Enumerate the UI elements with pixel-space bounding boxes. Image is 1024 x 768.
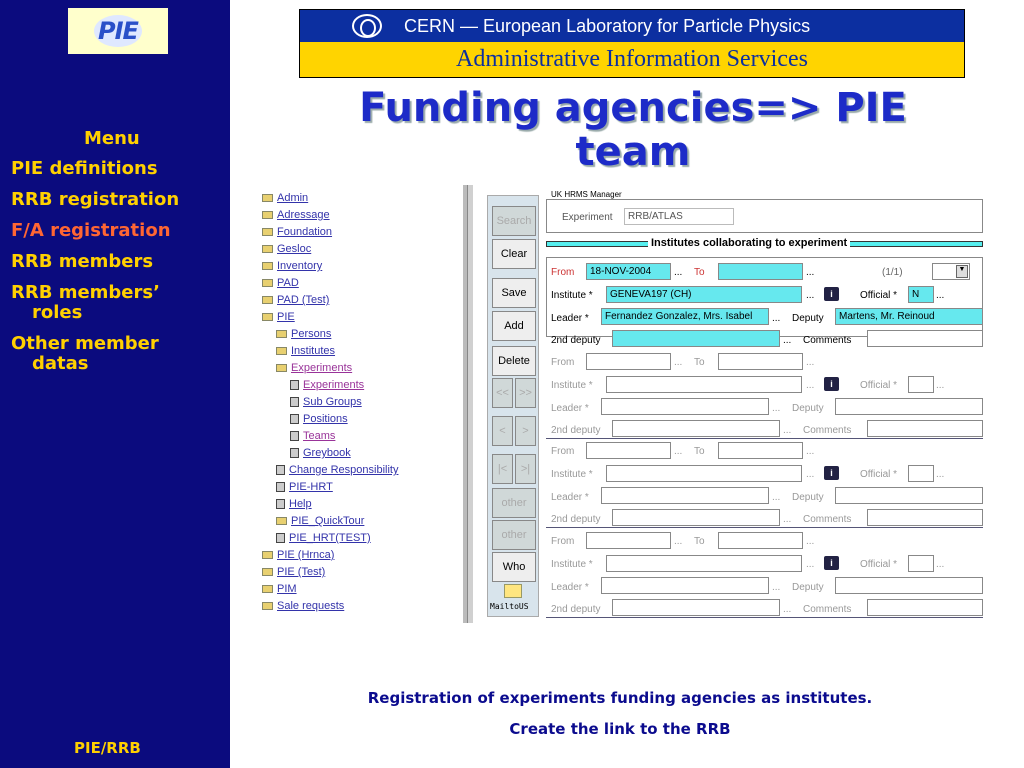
from-label: From (551, 357, 575, 368)
to-label: To (694, 536, 705, 547)
document-icon (276, 482, 285, 492)
comments-label: Comments (803, 425, 852, 436)
tree-item-label: Sale requests (277, 600, 345, 612)
document-icon (290, 448, 299, 458)
record-separator (546, 527, 983, 528)
second-deputy-label: 2nd deputy (551, 604, 601, 615)
banner-top (300, 10, 964, 42)
second-deputy-field[interactable] (612, 420, 780, 437)
cern-logo-icon (352, 14, 382, 38)
folder-icon (262, 245, 273, 253)
tree-item-label: Inventory (277, 260, 323, 272)
comments-field[interactable] (867, 509, 983, 526)
institute-field[interactable] (606, 465, 802, 482)
last-page-button[interactable]: >> (515, 378, 536, 408)
from-lookup[interactable]: ... (674, 536, 683, 547)
official-field[interactable]: N (908, 286, 934, 303)
to-label: To (694, 446, 705, 457)
tree-item[interactable] (262, 192, 308, 204)
who-button[interactable]: Who (492, 552, 536, 582)
from-lookup[interactable]: ... (674, 267, 683, 278)
tree-item-label: Adressage (277, 209, 330, 221)
from-lookup[interactable]: ... (674, 446, 683, 457)
folder-icon (262, 568, 273, 576)
banner-line1: CERN — European Laboratory for Particle Physics (404, 15, 811, 36)
tree-item-label: Experiments (291, 362, 353, 374)
leader-field[interactable]: Fernandez Gonzalez, Mrs. Isabel (601, 308, 769, 325)
leader-field[interactable] (601, 398, 769, 415)
tree-item[interactable] (290, 413, 348, 425)
institute-lookup[interactable]: ... (806, 559, 815, 570)
tree-item[interactable] (276, 345, 335, 357)
second-deputy-label: 2nd deputy (551, 514, 601, 525)
second-deputy-lookup[interactable]: ... (783, 604, 792, 615)
menu-item-rrb-members-roles[interactable] (11, 283, 160, 323)
official-lookup[interactable]: ... (936, 380, 945, 391)
tree-item-label: PIE (Test) (277, 566, 326, 578)
menu-item-label: RRB members (11, 251, 154, 272)
tree-item-label: Foundation (277, 226, 333, 238)
navigation-tree (259, 185, 467, 623)
pie-logo (68, 8, 168, 54)
folder-icon (262, 296, 273, 304)
second-deputy-lookup[interactable]: ... (783, 425, 792, 436)
tree-item-label: Greybook (303, 447, 351, 459)
tree-item-label: Help (289, 498, 312, 510)
tree-item-label: PIE (277, 311, 295, 323)
to-label: To (694, 357, 705, 368)
official-label: Official * (860, 469, 898, 480)
official-field[interactable] (908, 376, 934, 393)
button-toolbar (487, 195, 539, 617)
slide-sidebar (0, 0, 230, 768)
leader-lookup[interactable]: ... (772, 403, 781, 414)
menu-item-rrb-members[interactable] (11, 252, 153, 272)
tree-item-label: PIE_HRT(TEST) (289, 532, 371, 544)
tree-item[interactable] (290, 379, 364, 391)
to-lookup[interactable]: ... (806, 446, 815, 457)
tree-item[interactable] (276, 328, 331, 340)
leader-field[interactable] (601, 487, 769, 504)
banner-line2: Administrative Information Services (300, 42, 964, 77)
from-date-field[interactable] (586, 442, 671, 459)
clear-button[interactable]: Clear (492, 239, 536, 269)
experiment-field[interactable]: RRB/ATLAS (624, 208, 734, 225)
tree-item-label: PIE_QuickTour (291, 515, 365, 527)
tree-item[interactable] (290, 447, 351, 459)
tree-item-label: Admin (277, 192, 309, 204)
folder-icon (262, 211, 273, 219)
leader-lookup[interactable]: ... (772, 582, 781, 593)
second-deputy-lookup[interactable]: ... (783, 514, 792, 525)
to-date-field[interactable] (718, 532, 803, 549)
tree-item[interactable] (262, 311, 295, 323)
official-field[interactable] (908, 465, 934, 482)
tree-item-label: Sub Groups (303, 396, 362, 408)
info-icon[interactable]: i (824, 377, 839, 391)
tree-item-label: PIE-HRT (289, 481, 333, 493)
official-label: Official * (860, 290, 898, 301)
menu-item-pie-definitions[interactable] (11, 159, 158, 179)
caption-line1: Registration of experiments funding agencies as institutes. (367, 689, 873, 707)
record-dropdown[interactable] (932, 263, 970, 280)
tree-item[interactable] (276, 498, 312, 510)
official-label: Official * (860, 380, 898, 391)
tree-item-label: PIM (277, 583, 297, 595)
institute-label: Institute * (551, 559, 593, 570)
menu-item-label: RRB members’ (11, 282, 160, 303)
record-counter: (1/1) (882, 267, 903, 278)
slide-title-line1: Funding agencies=> PIE (359, 85, 907, 131)
save-button[interactable]: Save (492, 278, 536, 308)
institute-lookup[interactable]: ... (806, 469, 815, 480)
institute-lookup[interactable]: ... (806, 290, 815, 301)
folder-icon (262, 313, 273, 321)
tree-item-label: Persons (291, 328, 332, 340)
other-button[interactable]: other (492, 488, 536, 518)
leader-label: Leader * (551, 403, 589, 414)
menu-item-rrb-registration[interactable] (11, 190, 179, 210)
folder-icon (276, 330, 287, 338)
tree-item[interactable] (262, 226, 332, 238)
document-icon (290, 380, 299, 390)
institute-field[interactable] (606, 376, 802, 393)
menu-item-label: Other member (11, 333, 159, 354)
tree-item-label: PAD (277, 277, 299, 289)
slide-title-line2: team (575, 129, 691, 175)
institute-label: Institute * (551, 380, 593, 391)
tree-item[interactable] (276, 464, 398, 476)
menu-item-label: RRB registration (11, 189, 180, 210)
tree-item[interactable] (262, 549, 334, 561)
tree-item-label: Change Responsibility (289, 464, 399, 476)
to-date-field[interactable] (718, 353, 803, 370)
leader-field[interactable] (601, 577, 769, 594)
second-deputy-field[interactable] (612, 509, 780, 526)
document-icon (276, 533, 285, 543)
tree-item[interactable] (262, 600, 344, 612)
comments-field[interactable] (867, 599, 983, 616)
second-deputy-field[interactable] (612, 330, 780, 347)
search-button[interactable]: Search (492, 206, 536, 236)
official-lookup[interactable]: ... (936, 559, 945, 570)
folder-icon (262, 279, 273, 287)
other-button-2[interactable]: other (492, 520, 536, 550)
tree-item[interactable] (290, 396, 362, 408)
next-button[interactable]: > (515, 416, 536, 446)
app-screenshot (259, 185, 985, 623)
leader-label: Leader * (551, 492, 589, 503)
from-label: From (551, 267, 575, 278)
second-deputy-label: 2nd deputy (551, 335, 601, 346)
chevron-down-icon: ▼ (956, 265, 968, 278)
tree-item[interactable] (262, 566, 325, 578)
institute-lookup[interactable]: ... (806, 380, 815, 391)
info-icon[interactable]: i (824, 556, 839, 570)
comments-field[interactable] (867, 330, 983, 347)
deputy-field[interactable] (835, 487, 983, 504)
institute-label: Institute * (551, 290, 593, 301)
tree-item-label: Institutes (291, 345, 336, 357)
tree-item[interactable] (262, 260, 322, 272)
mail-icon[interactable] (504, 584, 522, 598)
document-icon (276, 499, 285, 509)
tree-item[interactable] (276, 532, 371, 544)
deputy-label: Deputy (792, 582, 824, 593)
official-lookup[interactable]: ... (936, 469, 945, 480)
slide-title (300, 86, 966, 174)
record-separator (546, 438, 983, 439)
second-deputy-lookup[interactable]: ... (783, 335, 792, 346)
document-icon (276, 465, 285, 475)
tree-item[interactable] (290, 430, 335, 442)
record-separator (546, 617, 983, 618)
footer-text: PIE/RRB (74, 739, 141, 757)
from-date-field[interactable] (586, 532, 671, 549)
form-header: UK HRMS Manager (551, 190, 622, 199)
folder-icon (276, 347, 287, 355)
from-label: From (551, 446, 575, 457)
institute-label: Institute * (551, 469, 593, 480)
folder-icon (262, 262, 273, 270)
from-date-field[interactable]: 18-NOV-2004 (586, 263, 671, 280)
tree-item-label: Teams (303, 430, 336, 442)
from-lookup[interactable]: ... (674, 357, 683, 368)
section-title: Institutes collaborating to experiment (648, 237, 850, 249)
folder-icon (262, 585, 273, 593)
tree-item[interactable] (262, 583, 297, 595)
tree-item[interactable] (276, 515, 364, 527)
first-record-button[interactable]: |< (492, 454, 513, 484)
deputy-field[interactable]: Martens, Mr. Reinoud (835, 308, 983, 325)
comments-label: Comments (803, 514, 852, 525)
document-icon (290, 431, 299, 441)
tree-item[interactable] (276, 481, 333, 493)
leader-label: Leader * (551, 582, 589, 593)
tree-item[interactable] (262, 294, 329, 306)
menu-item-label-cont: datas (32, 353, 89, 374)
official-field[interactable] (908, 555, 934, 572)
official-lookup[interactable]: ... (936, 290, 945, 301)
last-record-button[interactable]: >| (515, 454, 536, 484)
to-lookup[interactable]: ... (806, 357, 815, 368)
document-icon (290, 397, 299, 407)
to-lookup[interactable]: ... (806, 267, 815, 278)
prev-button[interactable]: < (492, 416, 513, 446)
tree-item[interactable] (262, 243, 311, 255)
comments-label: Comments (803, 604, 852, 615)
to-date-field[interactable] (718, 442, 803, 459)
folder-icon (262, 194, 273, 202)
tree-item-label: PIE (Hrnca) (277, 549, 335, 561)
menu-item-label: PIE definitions (11, 158, 158, 179)
official-label: Official * (860, 559, 898, 570)
folder-icon (276, 517, 287, 525)
document-icon (290, 414, 299, 424)
delete-button[interactable]: Delete (492, 346, 536, 376)
add-button[interactable]: Add (492, 311, 536, 341)
info-icon[interactable]: i (824, 466, 839, 480)
deputy-label: Deputy (792, 403, 824, 414)
to-date-field[interactable] (718, 263, 803, 280)
info-icon[interactable]: i (824, 287, 839, 301)
menu-title: Menu (84, 128, 140, 149)
menu-item-other-member-datas[interactable] (11, 334, 159, 374)
comments-field[interactable] (867, 420, 983, 437)
leader-label: Leader * (551, 313, 589, 324)
menu-item-label-cont: roles (32, 302, 83, 323)
mailto-label: MailtoUS (490, 602, 529, 611)
to-label: To (694, 267, 705, 278)
from-label: From (551, 536, 575, 547)
folder-icon (262, 228, 273, 236)
folder-icon (262, 602, 273, 610)
institutes-form (546, 185, 985, 623)
first-page-button[interactable]: << (492, 378, 513, 408)
menu-item-fa-registration[interactable] (11, 221, 171, 241)
pie-logo-text: PIE (94, 15, 142, 47)
tree-item-label: PAD (Test) (277, 294, 330, 306)
menu-item-label: F/A registration (11, 220, 171, 241)
tree-item-label: Positions (303, 413, 348, 425)
deputy-field[interactable] (835, 577, 983, 594)
comments-label: Comments (803, 335, 852, 346)
deputy-label: Deputy (792, 492, 824, 503)
to-lookup[interactable]: ... (806, 536, 815, 547)
from-date-field[interactable] (586, 353, 671, 370)
cern-banner (299, 9, 965, 78)
deputy-label: Deputy (792, 313, 824, 324)
frame-divider[interactable] (467, 185, 473, 623)
folder-icon (262, 551, 273, 559)
tree-item-label: Experiments (303, 379, 365, 391)
institute-field[interactable] (606, 555, 802, 572)
deputy-field[interactable] (835, 398, 983, 415)
institute-field[interactable]: GENEVA197 (CH) (606, 286, 802, 303)
experiment-label: Experiment (562, 212, 613, 223)
leader-lookup[interactable]: ... (772, 492, 781, 503)
leader-lookup[interactable]: ... (772, 313, 781, 324)
folder-icon (276, 364, 287, 372)
second-deputy-label: 2nd deputy (551, 425, 601, 436)
tree-item[interactable] (262, 209, 330, 221)
tree-item-label: Gesloc (277, 243, 312, 255)
second-deputy-field[interactable] (612, 599, 780, 616)
tree-item[interactable] (276, 362, 352, 374)
tree-item[interactable] (262, 277, 299, 289)
caption-line2: Create the link to the RRB (509, 720, 731, 738)
